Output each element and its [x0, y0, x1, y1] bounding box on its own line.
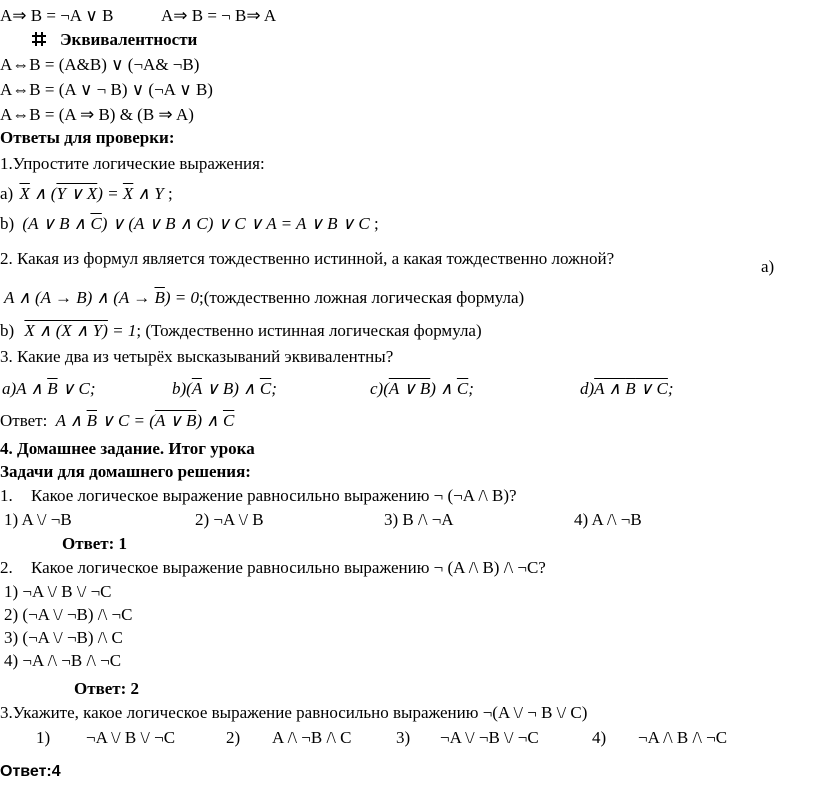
q3-option-4-num: 4) — [592, 728, 607, 747]
task3-option-a: a)A ∧ $\overline{B}$ ∨ C; — [2, 379, 96, 398]
q2-line — [0, 557, 546, 579]
homework-heading: 4. Домашнее задание. Итог урока — [0, 439, 255, 458]
q3-option-2-num: 2) — [226, 728, 241, 747]
q3-number: 3. — [0, 703, 13, 722]
q3-text: Укажите, какое логическое выражение равносильно выражению ¬(A \/ ¬ B \/ C) — [12, 703, 588, 722]
q3-option-2: A /\ ¬B /\ C — [272, 728, 352, 747]
implication-formula-2: A⇒ B = ¬ B⇒ A — [160, 6, 277, 25]
equivalence-title: Эквивалентности — [60, 30, 198, 49]
q3-answer: Ответ:4 — [0, 763, 61, 780]
task3-option-d: d)A ∧ B ∨ C; — [580, 379, 674, 398]
task1-formula-a: а) $\overline{X}$ ∧ (Y ∨ $X) = \overline{X}$ ∧ Y ; — [0, 184, 173, 203]
q2-option-3: 3) (¬A \/ ¬B) /\ C — [4, 628, 123, 647]
equivalence-formula-1: A⇔B = (A&B) ∨ (¬A& ¬B) — [0, 55, 200, 74]
q1-number: 1. — [0, 486, 13, 505]
hash-bullet-icon — [32, 32, 46, 46]
q2-text: Какое логическое выражение равносильно выражению ¬ (A /\ B) /\ ¬C? — [31, 558, 546, 577]
q1-option-1: 1) A \/ ¬B — [4, 510, 72, 529]
q3-option-1: ¬A \/ B \/ ¬C — [86, 728, 176, 747]
task1-text: 1.Упростите логические выражения: — [0, 154, 265, 173]
q3-option-3: ¬A \/ ¬B \/ ¬C — [440, 728, 539, 747]
homework-subtitle: Задачи для домашнего решения: — [0, 462, 251, 481]
q1-text: Какое логическое выражение равносильно выражению ¬ (¬A /\ B)? — [31, 486, 517, 505]
implication-formula-1: A⇒ B = ¬A ∨ B — [0, 6, 114, 25]
answers-heading: Ответы для проверки: — [0, 128, 175, 147]
q1-answer: Ответ: 1 — [62, 534, 128, 553]
task3-answer: Ответ: A ∧ $\overline{B}$ ∨ C = (A ∨ B) ∧ $\overline{C}$ — [0, 411, 235, 430]
q2-option-2: 2) (¬A \/ ¬B) /\ ¬C — [4, 605, 133, 624]
q1-option-4: 4) A /\ ¬B — [574, 510, 642, 529]
task2-label-a: а) — [761, 257, 775, 276]
q2-number: 2. — [0, 558, 13, 577]
q1-option-2: 2) ¬A \/ B — [195, 510, 264, 529]
task2-formula-b: b) X ∧ (X ∧ Y) = 1; (Тождественно истинная логическая формула) — [0, 321, 482, 340]
equivalence-formula-3: A⇔B = (A ⇒ B) & (B ⇒ A) — [0, 105, 194, 124]
q3-line — [0, 702, 587, 724]
q3-option-3-num: 3) — [396, 728, 411, 747]
q3-option-1-num: 1) — [36, 728, 51, 747]
task3-option-b: $b)(\overline{A}$ ∨ B) ∧ $\overline{C}$; — [172, 379, 277, 398]
equivalence-heading — [32, 29, 197, 51]
equivalence-formula-2: A⇔B = (A ∨ ¬ B) ∨ (¬A ∨ B) — [0, 80, 213, 99]
q1-option-3: 3) B /\ ¬A — [384, 510, 454, 529]
q3-option-4: ¬A /\ B /\ ¬C — [638, 728, 728, 747]
task3-option-c: c)(A ∨ B) ∧ $\overline{C}$; — [370, 379, 474, 398]
task2-text: 2. Какая из формул является тождественно истинной, а какая тождественно ложной? — [0, 249, 615, 268]
implication-line — [0, 5, 276, 27]
task3-text: 3. Какие два из четырёх высказываний эквивалентны? — [0, 347, 394, 366]
q1-line — [0, 485, 517, 507]
q2-option-4: 4) ¬A /\ ¬B /\ ¬C — [4, 651, 122, 670]
task1-formula-b: b) (A ∨ B ∧ $\overline{C}$) ∨ (A ∨ B ∧ C) ∨ C ∨ A = A ∨ B ∨ C ; — [0, 214, 379, 233]
q2-option-1: 1) ¬A \/ B \/ ¬C — [4, 582, 112, 601]
task2-formula-a: A ∧ (A → B) ∧ $(A \to \overline{B})$ = 0;(тождественно ложная логическая формула) — [4, 288, 525, 307]
q2-answer: Ответ: 2 — [74, 679, 140, 698]
